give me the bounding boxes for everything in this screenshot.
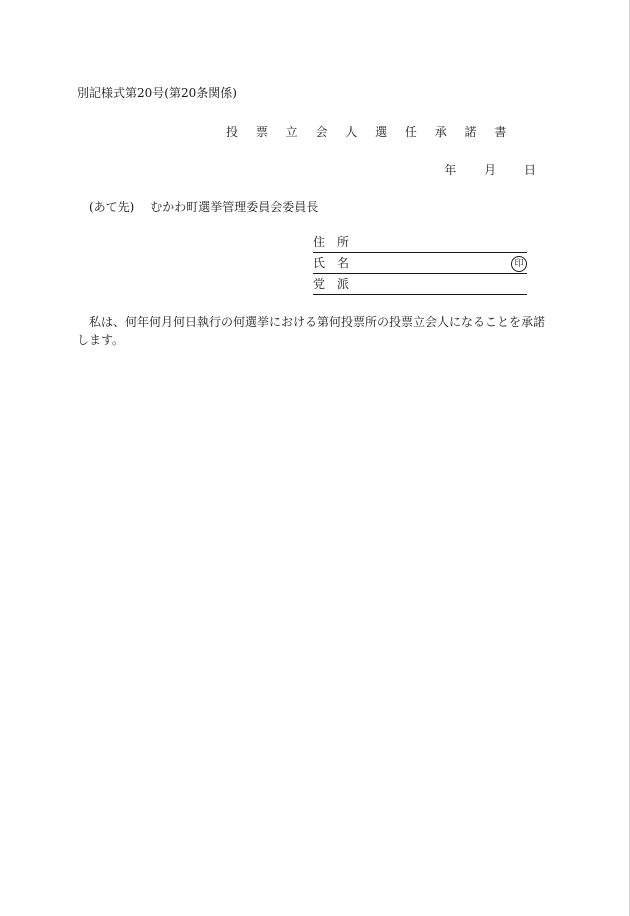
document-title: 投 票 立 会 人 選 任 承 諾 書: [226, 125, 514, 139]
date-year: 年: [444, 163, 457, 177]
date-month: 月: [484, 163, 497, 177]
applicant-fields: [313, 234, 527, 297]
consent-statement: 私は、何年何月何日執行の何選挙における第何投票所の投票立会人になることを承諾します。: [77, 315, 546, 347]
party-field: [313, 276, 527, 295]
form-number: 別記様式第20号(第20条関係): [77, 86, 237, 100]
date-day: 日: [523, 163, 536, 177]
party-label: 党派: [313, 277, 362, 291]
addressee-name: むかわ町選挙管理委員会委員長: [150, 200, 319, 214]
date-line: [444, 161, 536, 178]
addressee-prefix: (あて先): [89, 200, 135, 214]
address-label: 住所: [313, 235, 362, 249]
addressee: [89, 198, 318, 215]
name-label: 氏名: [313, 256, 362, 270]
address-field: [313, 234, 527, 253]
seal-mark: 印: [511, 256, 527, 272]
name-field: [313, 255, 527, 274]
